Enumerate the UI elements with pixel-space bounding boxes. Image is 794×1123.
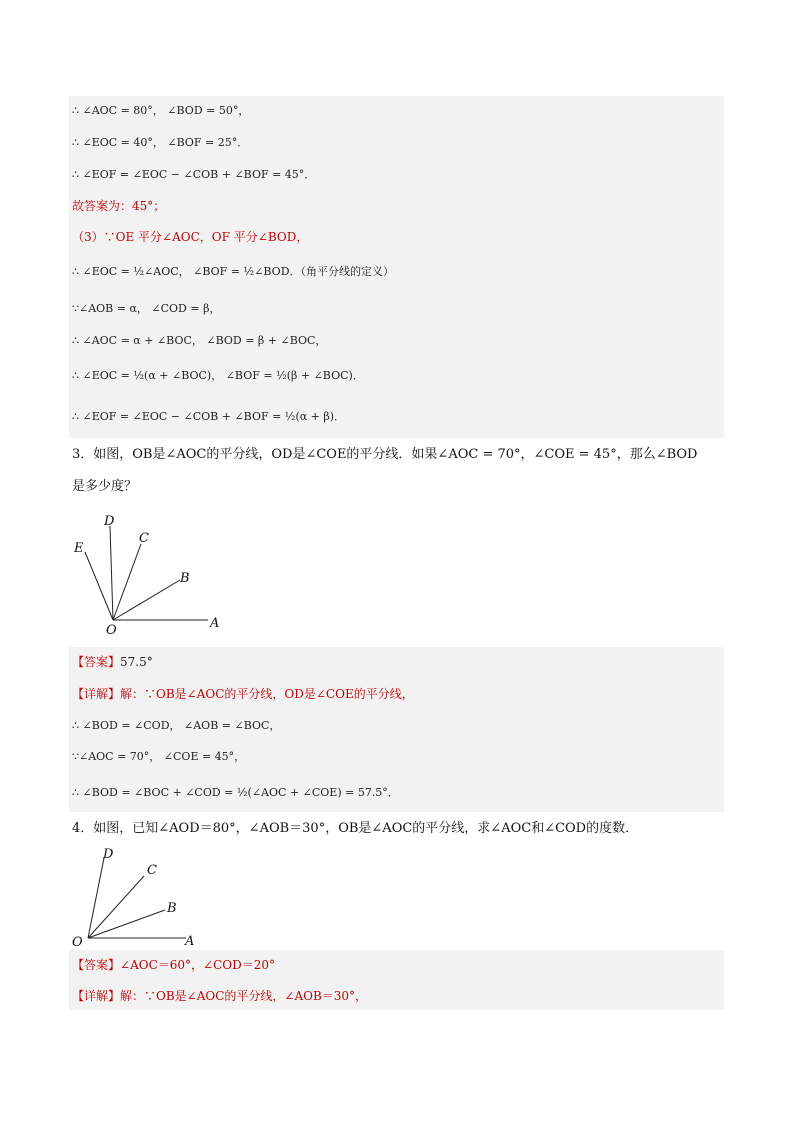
ray-ob [113,580,180,620]
answer-line [72,654,153,670]
answer-line: 故答案为：45°； [72,199,166,213]
detail-label: 【详解】 [72,989,121,1003]
label-b: B [180,571,190,586]
detail-line: ∴ ∠BOD = ∠BOC + ∠COD = ½(∠AOC + ∠COE) = 57.5°． [72,786,399,799]
detail-text: 解：∵OB是∠AOC的平分线，OD是∠COE的平分线， [120,687,414,701]
ray-oc [88,876,144,938]
solution-line: ∴ ∠EOF = ∠EOC − ∠COB + ∠BOF = ½(α + β)． [72,410,346,423]
answer-line [72,957,275,973]
label-e: E [74,541,84,556]
ray-oc [113,544,141,620]
question-4-figure [68,842,208,950]
question-3-figure [68,508,238,638]
answer-value: 57.5° [120,655,153,669]
answer-value: ∠AOC＝60°，∠COD＝20° [120,958,275,972]
ray-ob [88,910,165,938]
ray-od [88,858,104,938]
answer-label: 【答案】 [72,655,121,669]
solution-line: ∴ ∠EOC = 40°， ∠BOF = 25°． [72,136,249,149]
ray-od [110,526,113,620]
label-d: D [104,514,115,529]
solution-line: ∴ ∠AOC = 80°， ∠BOD = 50°， [72,104,250,117]
question-3-text: 3．如图，OB是∠AOC的平分线，OD是∠COE的平分线．如果∠AOC = 70°，∠COE = 45°，那么∠BOD [72,447,698,462]
angle-diagram [68,842,208,950]
label-o: O [72,935,83,950]
detail-line: ∴ ∠BOD = ∠COD， ∠AOB = ∠BOC， [72,719,281,732]
label-c: C [147,863,157,878]
detail-line: ∵∠AOC = 70°， ∠COE = 45°， [72,750,246,763]
question-3-text-cont: 是多少度？ [72,479,138,494]
solution-line: （3）∵OE 平分∠AOC，OF 平分∠BOD， [72,230,309,244]
solution-line: ∴ ∠AOC = α + ∠BOC， ∠BOD = β + ∠BOC， [72,334,327,347]
ray-oe [85,552,113,620]
angle-diagram [68,508,238,638]
solution-line: ∵∠AOB = α， ∠COD = β， [72,302,221,315]
answer-label: 【答案】 [72,958,121,972]
label-d: D [103,847,114,862]
detail-line [72,686,414,702]
label-b: B [167,901,177,916]
question-4-text: 4．如图，已知∠AOD＝80°，∠AOB＝30°，OB是∠AOC的平分线，求∠AOC和∠COD的度数． [72,821,639,836]
label-o: O [106,623,117,638]
detail-text: 解：∵OB是∠AOC的平分线，∠AOB＝30°， [120,989,368,1003]
label-a: A [210,616,220,631]
solution-line: ∴ ∠EOF = ∠EOC − ∠COB + ∠BOF = 45°． [72,168,316,181]
detail-label: 【详解】 [72,687,121,701]
solution-line: ∴ ∠EOC = ½(α + ∠BOC)， ∠BOF = ½(β + ∠BOC)． [72,369,364,382]
label-c: C [139,531,149,546]
solution-line: ∴ ∠EOC = ½∠AOC， ∠BOF = ½∠BOD．（角平分线的定义） [72,265,395,278]
label-a: A [185,934,195,949]
detail-line [72,988,367,1004]
